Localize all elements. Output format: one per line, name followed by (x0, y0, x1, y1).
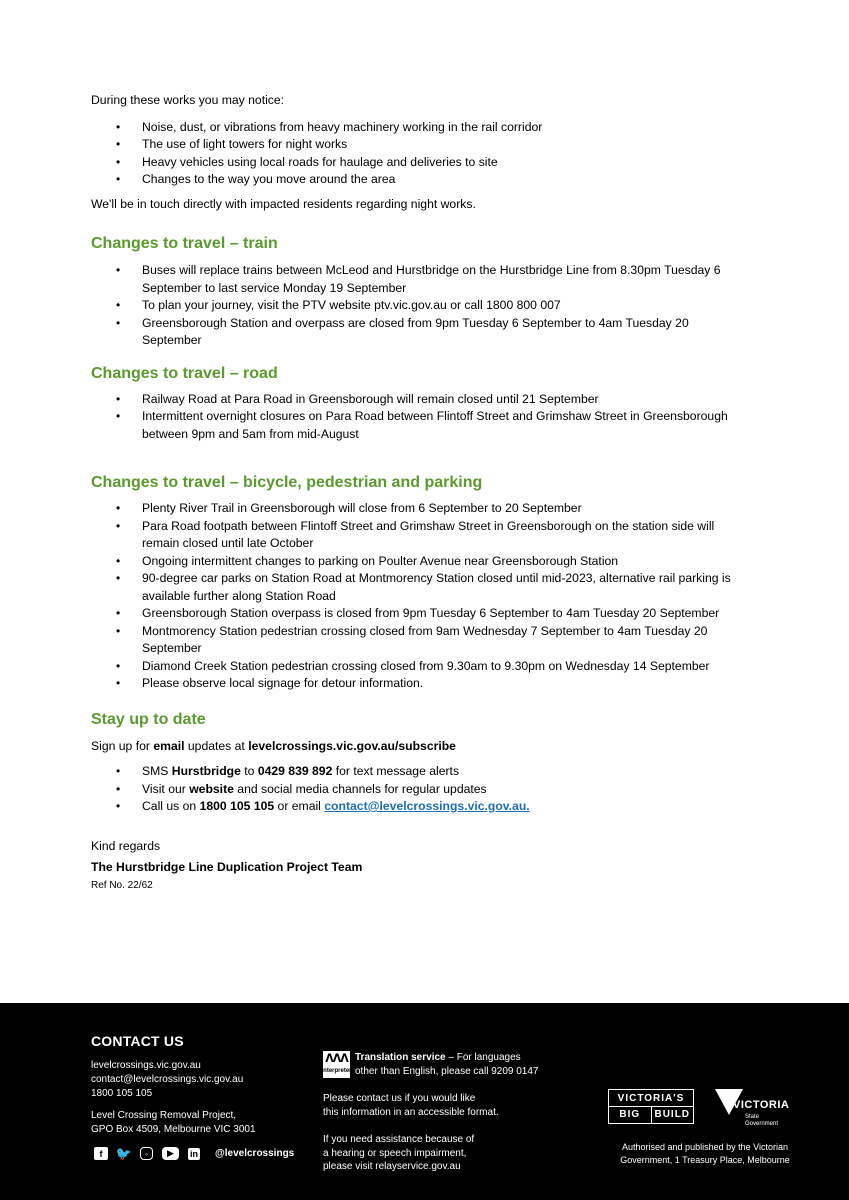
youtube-icon[interactable]: ▶ (162, 1147, 179, 1160)
relay-service-text: please visit relayservice.gov.au (323, 1161, 461, 1172)
team-name: The Hurstbridge Line Duplication Project Team (91, 860, 363, 874)
list-item: • Ongoing intermittent changes to parking on Poulter Avenue near Greensborough Station (91, 553, 751, 571)
list-item: • Montmorency Station pedestrian crossing closed from 9am Wednesday 7 September to 4am Tuesday 20 September (91, 623, 751, 658)
signup-text: Sign up for email updates at levelcrossings.vic.gov.au/subscribe (91, 738, 456, 753)
list-item: • Buses will replace trains between McLeod and Hurstbridge on the Hurstbridge Line from 8.30pm Tuesday 6 September to last service Monday 19 September (91, 262, 751, 297)
postal-address: GPO Box 4509, Melbourne VIC 3001 (91, 1124, 256, 1135)
notice-list (91, 119, 751, 189)
night-works-note: We'll be in touch directly with impacted residents regarding night works. (91, 196, 476, 211)
subscribe-link[interactable]: levelcrossings.vic.gov.au/subscribe (248, 738, 456, 753)
bike-heading: Changes to travel – bicycle, pedestrian and parking (91, 474, 483, 491)
train-list (91, 262, 751, 350)
social-handle: @levelcrossings (215, 1148, 295, 1159)
list-item: • Greensborough Station overpass is closed from 9pm Tuesday 6 September to 4am Tuesday 20 September (91, 605, 751, 623)
list-item: • Intermittent overnight closures on Para Road between Flintoff Street and Grimshaw Street in Greensborough between 9pm and 5am from mid-August (91, 408, 751, 443)
list-item: • Para Road footpath between Flintoff Street and Grimshaw Street in Greensborough on the station side will remain closed until late October (91, 518, 751, 553)
accessibility-info: ᐱᐱᐱ Interpreter Translation service – For languages other than English, please call 9209 0147 Please contact us if you would like this information in an accessible format. If you need assistance because of a hearing or speech impairment, please visit relayservice.gov.au (323, 1051, 563, 1174)
victoria-government-logo: VICTORIA State Government (713, 1087, 793, 1127)
list-item: • To plan your journey, visit the PTV website ptv.vic.gov.au or call 1800 800 007 (91, 297, 751, 315)
email-link[interactable]: contact@levelcrossings.vic.gov.au (91, 1074, 244, 1085)
list-item: • SMS Hurstbridge to 0429 839 892 for text message alerts (91, 763, 751, 781)
contact-email-link[interactable]: contact@levelcrossings.vic.gov.au. (324, 799, 530, 813)
list-item: • Plenty River Trail in Greensborough will close from 6 September to 20 September (91, 500, 751, 518)
train-heading: Changes to travel – train (91, 235, 278, 252)
facebook-icon[interactable]: f (94, 1147, 108, 1160)
list-item: • Diamond Creek Station pedestrian crossing closed from 9.30am to 9.30pm on Wednesday 14 September (91, 658, 751, 676)
website-link[interactable]: levelcrossings.vic.gov.au (91, 1060, 201, 1071)
bike-list (91, 500, 751, 693)
list-item: • Greensborough Station and overpass are closed from 9pm Tuesday 6 September to 4am Tuesday 20 September (91, 315, 751, 350)
footer (0, 1003, 849, 1200)
instagram-icon[interactable]: ◦ (140, 1147, 153, 1160)
road-list (91, 391, 751, 444)
stay-list (91, 763, 751, 816)
list-item: • Visit our website and social media channels for regular updates (91, 781, 751, 799)
authorisation-text: Authorised and published by the Victorian Government, 1 Treasury Place, Melbourne (620, 1142, 790, 1165)
twitter-icon[interactable]: 🐦 (115, 1145, 133, 1161)
org-name: Level Crossing Removal Project, (91, 1110, 237, 1121)
list-item: • Noise, dust, or vibrations from heavy machinery working in the rail corridor (91, 119, 751, 137)
list-item: • Please observe local signage for detour information. (91, 675, 751, 693)
contact-title: CONTACT US (91, 1033, 184, 1049)
list-item: • Railway Road at Para Road in Greensborough will remain closed until 21 September (91, 391, 751, 409)
letter-body (91, 92, 751, 893)
intro-text: During these works you may notice: (91, 93, 285, 107)
stay-heading: Stay up to date (91, 710, 206, 728)
list-item: • 90-degree car parks on Station Road at Montmorency Station closed until mid-2023, alternative rail parking is available further along Station Road (91, 570, 751, 605)
list-item: • Call us on 1800 105 105 or email contact@levelcrossings.vic.gov.au. (91, 798, 751, 816)
phone-number: 1800 105 105 (91, 1088, 153, 1099)
linkedin-icon[interactable]: in (190, 1148, 198, 1159)
list-item: • The use of light towers for night works (91, 136, 751, 154)
big-build-logo: VICTORIA'S BIG BUILD (608, 1089, 694, 1124)
contact-details (91, 1059, 256, 1137)
list-item: • Heavy vehicles using local roads for haulage and deliveries to site (91, 154, 751, 172)
ref-number: Ref No. 22/62 (91, 879, 153, 891)
kind-regards: Kind regards (91, 838, 161, 853)
road-heading: Changes to travel – road (91, 364, 278, 382)
interpreter-icon: ᐱᐱᐱ Interpreter (323, 1051, 350, 1078)
list-item: • Changes to the way you move around the area (91, 171, 751, 189)
social-links (94, 1147, 294, 1160)
